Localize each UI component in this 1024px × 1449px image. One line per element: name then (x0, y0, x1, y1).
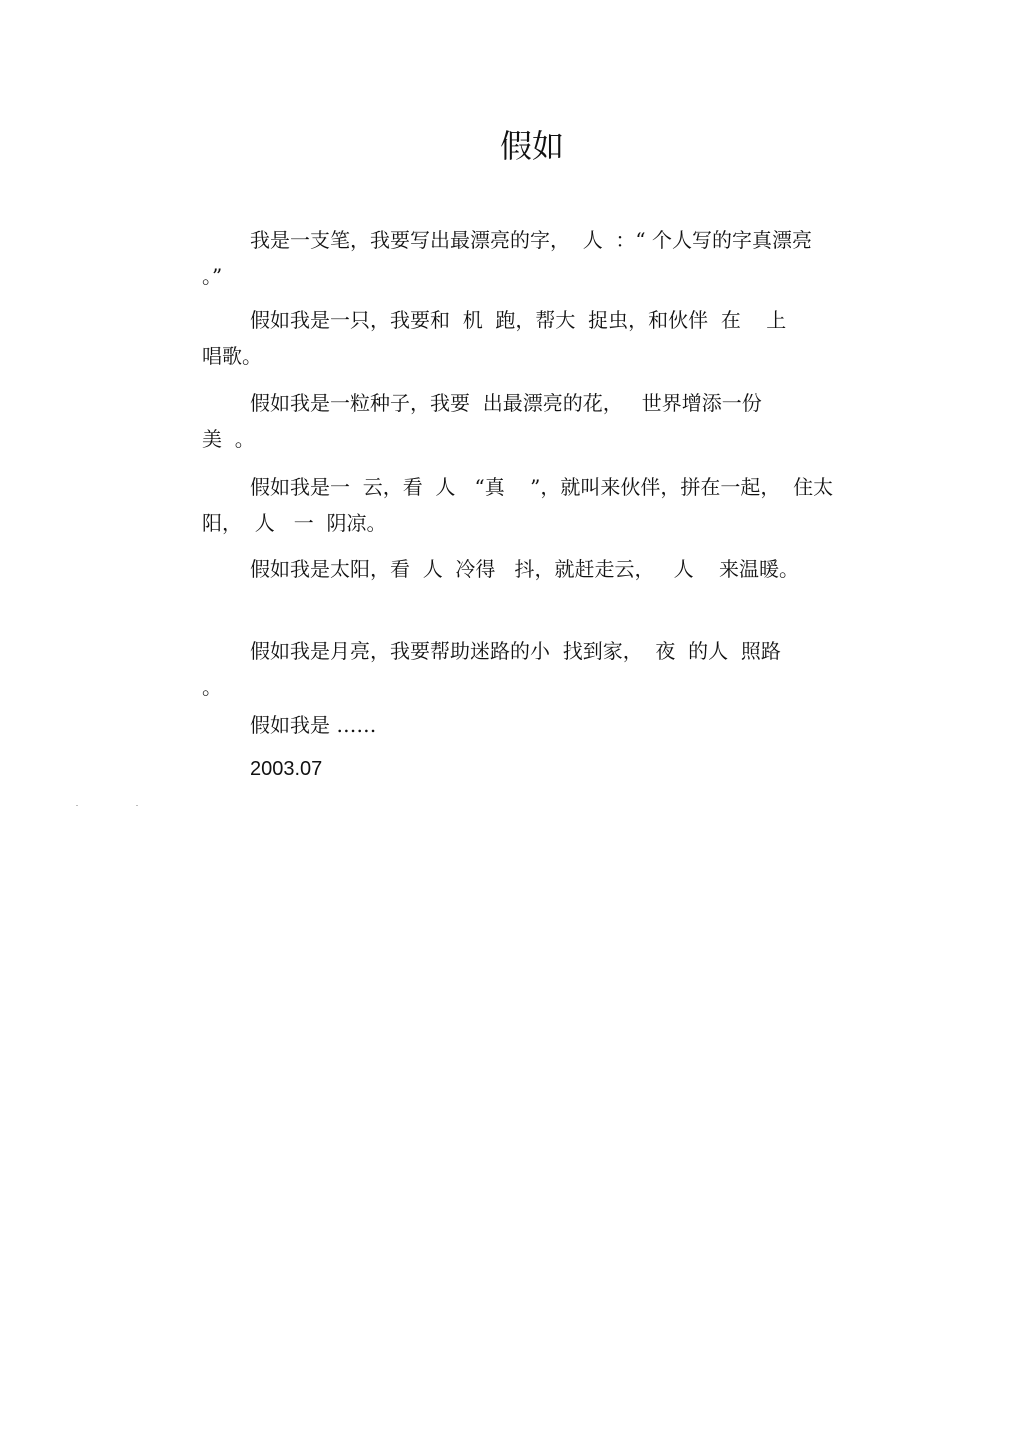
paragraph-4-line-2: 阳， 人 一 阴凉。 (202, 511, 387, 535)
paragraph-4-line-1: 假如我是一 云，看 人 “真 ”，就叫来伙伴，拼在一起， 住太 (250, 475, 834, 499)
paragraph-4 (202, 469, 862, 541)
scan-speck (136, 805, 138, 806)
document-title: 假如 (499, 127, 564, 165)
paragraph-1 (202, 222, 862, 294)
paragraph-5 (202, 551, 862, 587)
paragraph-5-line-1: 假如我是太阳，看 人 冷得 抖，就赶走云， 人 来温暖。 (250, 557, 800, 581)
paragraph-6-line-2: 。 (202, 675, 222, 699)
paragraph-3-line-1: 假如我是一粒种子，我要 出最漂亮的花， 世界增添一份 (250, 391, 762, 415)
paragraph-7-line-1: 假如我是 …… (250, 713, 377, 737)
paragraph-2-line-1: 假如我是一只，我要和 机 跑，帮大 捉虫，和伙伴 在 上 (250, 308, 787, 332)
paragraph-2 (202, 302, 862, 374)
paragraph-2-line-2: 唱歌。 (202, 344, 262, 368)
paragraph-6 (202, 633, 862, 705)
paragraph-1-line-1: 我是一支笔，我要写出最漂亮的字， 人 ：“ 个人写的字真漂亮 (250, 228, 813, 252)
paragraph-3 (202, 385, 862, 457)
paragraph-7 (202, 707, 862, 743)
scan-speck (76, 805, 78, 806)
paragraph-1-line-2: 。” (202, 264, 223, 288)
paragraph-6-line-1: 假如我是月亮，我要帮助迷路的小 找到家， 夜 的人 照路 (250, 639, 781, 663)
document-date: 2003.07 (250, 758, 323, 780)
paragraph-3-line-2: 美 。 (202, 427, 255, 451)
